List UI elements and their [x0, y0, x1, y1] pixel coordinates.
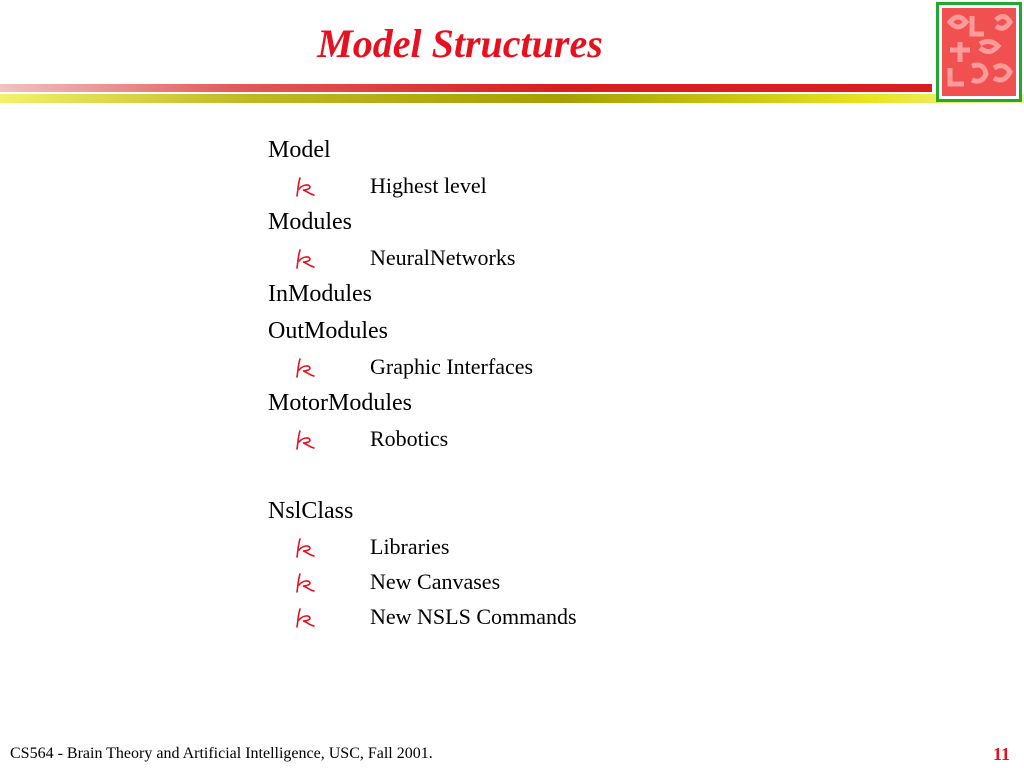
k-shaped-bullet-icon	[294, 248, 316, 270]
outline-subitem-text: Highest level	[370, 173, 487, 198]
outline-subitem	[268, 534, 908, 560]
k-shaped-bullet-icon	[294, 357, 316, 379]
k-shaped-bullet-icon	[294, 607, 316, 629]
k-shaped-bullet-icon	[294, 176, 316, 198]
k-shaped-bullet-icon	[294, 572, 316, 594]
outline-subitem	[268, 569, 908, 595]
k-shaped-bullet-icon	[294, 429, 316, 451]
outline-item: InModules	[268, 281, 372, 307]
outline-subitem-text: Libraries	[370, 534, 450, 559]
outline-subitem-text: Robotics	[370, 426, 449, 451]
k-shaped-bullet-icon	[294, 537, 316, 559]
logo-pattern	[942, 8, 1016, 96]
outline-subitem	[268, 245, 908, 271]
usc-logo-icon	[936, 2, 1022, 102]
outline-subitem-text: NeuralNetworks	[370, 245, 516, 270]
outline-item: OutModules	[268, 318, 388, 344]
slide-footer: CS564 - Brain Theory and Artificial Intelligence, USC, Fall 2001.	[10, 745, 433, 762]
outline-item: NslClass	[268, 498, 354, 524]
outline-item: Model	[268, 137, 331, 163]
slide-title: Model Structures	[317, 21, 603, 66]
outline-item: Modules	[268, 209, 352, 235]
outline-subitem	[268, 426, 908, 452]
outline-item: MotorModules	[268, 390, 412, 416]
outline-subitem	[268, 354, 908, 380]
page-number: 11	[992, 744, 1010, 764]
header-yellow-stripe	[0, 94, 1024, 103]
outline-spacer	[268, 461, 908, 497]
outline-subitem	[268, 604, 908, 630]
outline-subitem	[268, 173, 908, 199]
outline-subitem-text: New NSLS Commands	[370, 604, 577, 629]
slide-outline	[268, 136, 908, 639]
header-red-stripe	[0, 84, 932, 92]
outline-subitem-text: Graphic Interfaces	[370, 354, 534, 379]
outline-subitem-text: New Canvases	[370, 569, 501, 594]
